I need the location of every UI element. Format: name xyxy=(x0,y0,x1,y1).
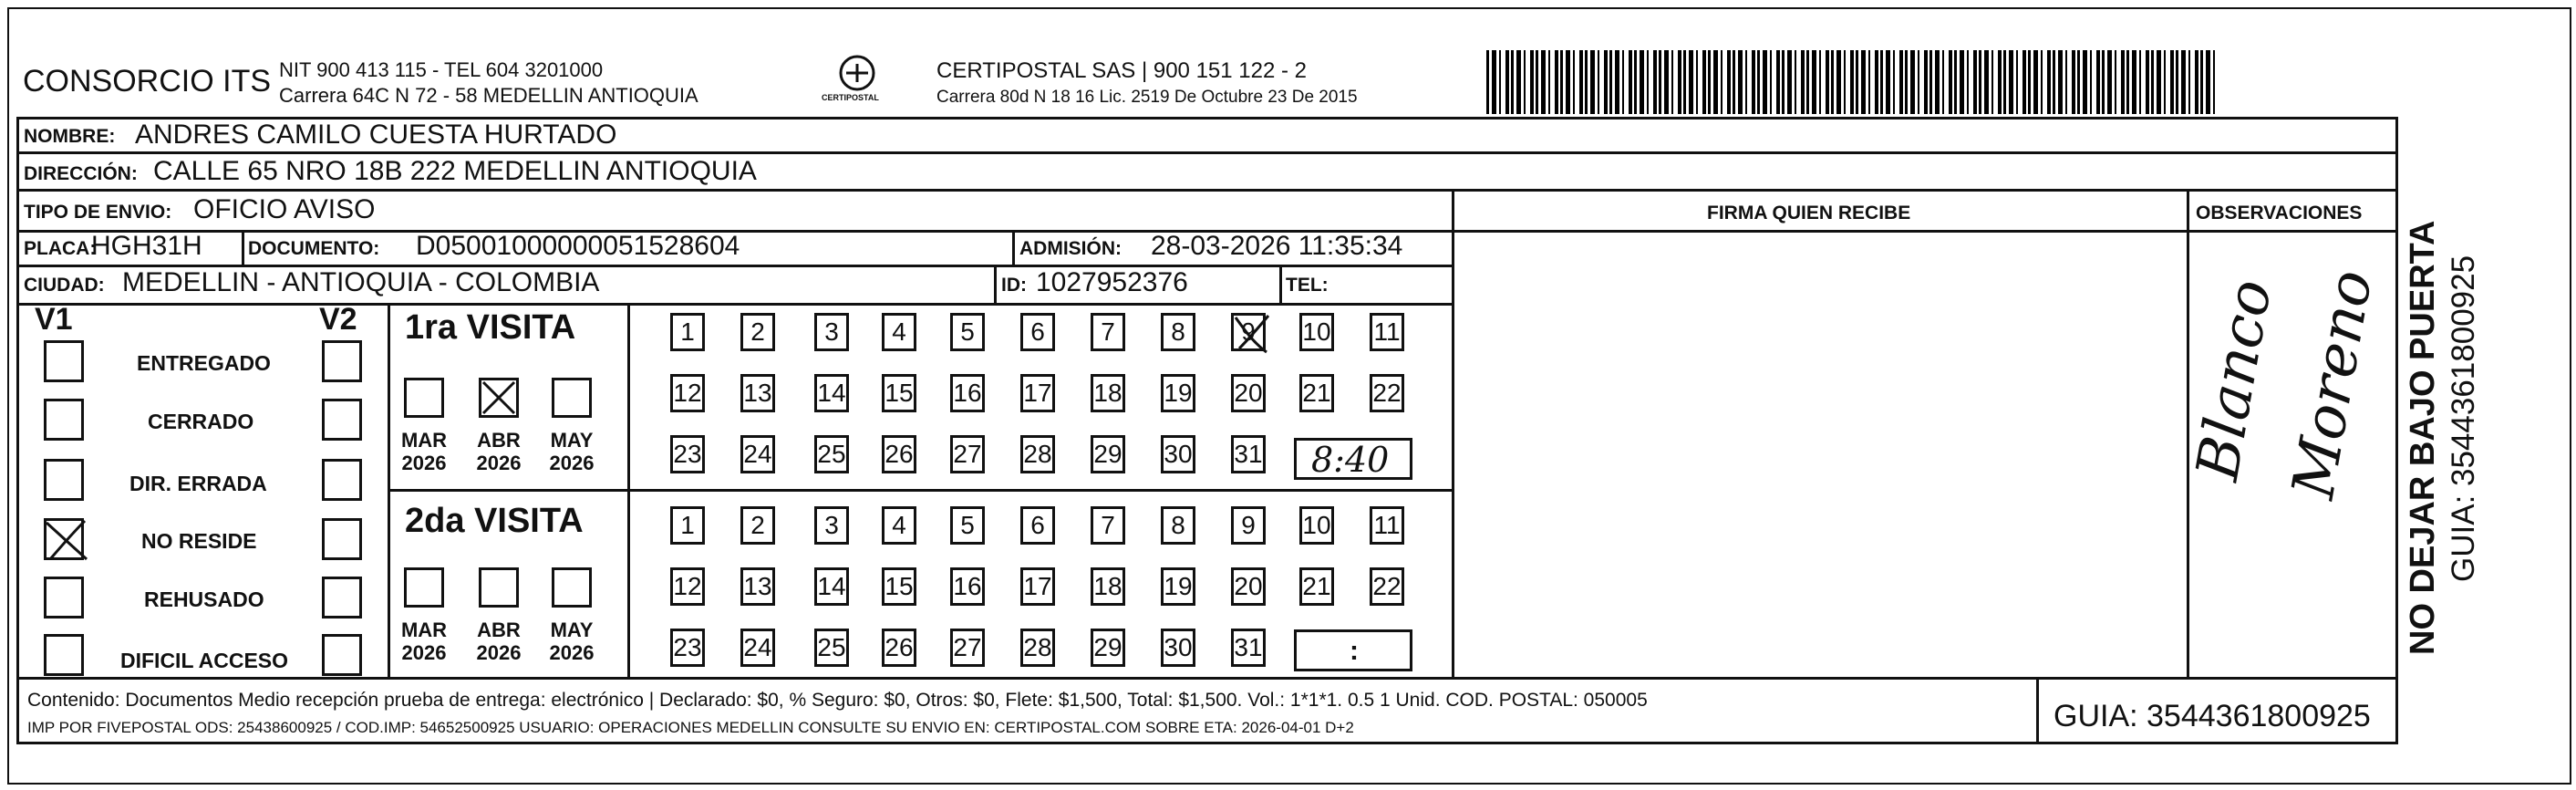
day-number: 3 xyxy=(824,317,839,346)
day-number: 30 xyxy=(1164,440,1193,468)
shipment-type: OFICIO AVISO xyxy=(193,194,376,224)
day-number: 2 xyxy=(750,317,765,346)
day-box[interactable] xyxy=(1231,506,1266,545)
day-number: 26 xyxy=(885,440,914,468)
admission-value: 28-03-2026 11:35:34 xyxy=(1151,231,1403,261)
day-number: 2 xyxy=(750,511,765,539)
day-number: 22 xyxy=(1372,572,1402,600)
day-box[interactable] xyxy=(670,567,705,606)
name-label: NOMBRE: xyxy=(24,126,116,147)
day-box[interactable] xyxy=(1231,567,1266,606)
company-address: Carrera 64C N 72 - 58 MEDELLIN ANTIOQUIA xyxy=(279,84,698,107)
carrier-name: CERTIPOSTAL SAS | 900 151 122 - 2 xyxy=(936,58,1307,83)
day-box[interactable] xyxy=(740,313,775,351)
company-nit: NIT 900 413 115 - TEL 604 3201000 xyxy=(279,58,604,81)
day-number: 11 xyxy=(1373,317,1401,346)
day-number: 29 xyxy=(1093,440,1122,468)
side-notice: NO DEJAR BAJO PUERTA xyxy=(2404,220,2442,655)
day-box[interactable] xyxy=(1231,374,1266,412)
day-box[interactable] xyxy=(882,567,916,606)
visit1-title: 1ra VISITA xyxy=(405,308,576,347)
day-box[interactable] xyxy=(1091,374,1125,412)
day-number: 14 xyxy=(817,379,846,407)
observation-handwriting-1: Blanco xyxy=(2184,275,2286,485)
day-number: 14 xyxy=(817,572,846,600)
day-box[interactable] xyxy=(1161,567,1195,606)
visit1-month-abr: ABR 2026 xyxy=(476,429,522,475)
v1-check-no-reside[interactable] xyxy=(44,518,84,560)
day-box[interactable] xyxy=(950,374,985,412)
visit2-month-mar: MAR 2026 xyxy=(400,618,448,665)
visit1-month-box-mar[interactable] xyxy=(404,378,444,418)
day-box[interactable] xyxy=(814,313,849,351)
day-number: 4 xyxy=(892,511,906,539)
day-box[interactable] xyxy=(950,313,985,351)
v1-check-rehusado[interactable] xyxy=(44,577,84,618)
day-number: 31 xyxy=(1234,440,1263,468)
visit1-month-box-abr[interactable] xyxy=(479,378,519,418)
v2-check-dir-errada[interactable] xyxy=(322,459,362,501)
recipient-address: CALLE 65 NRO 18B 222 MEDELLIN ANTIOQUIA xyxy=(153,156,757,186)
visit2-title: 2da VISITA xyxy=(405,502,584,540)
day-box[interactable] xyxy=(814,629,849,667)
day-box[interactable] xyxy=(1091,506,1125,545)
day-number: 17 xyxy=(1023,572,1052,600)
day-box[interactable] xyxy=(1091,313,1125,351)
day-box[interactable] xyxy=(670,506,705,545)
v2-header: V2 xyxy=(319,302,357,337)
day-number: 3 xyxy=(824,511,839,539)
day-box[interactable] xyxy=(814,435,849,473)
day-box[interactable] xyxy=(1299,506,1334,545)
day-number: 27 xyxy=(953,633,982,661)
status-no-reside: NO RESIDE xyxy=(141,529,257,553)
day-number: 5 xyxy=(960,317,975,346)
visit2-time-placeholder: : xyxy=(1350,636,1359,666)
day-box[interactable] xyxy=(1020,435,1055,473)
day-box[interactable] xyxy=(882,374,916,412)
day-box[interactable] xyxy=(1161,435,1195,473)
day-number: 31 xyxy=(1234,633,1263,661)
day-box[interactable] xyxy=(1161,629,1195,667)
day-number: 12 xyxy=(673,379,702,407)
handwritten-check-icon xyxy=(1232,312,1274,356)
day-number: 9 xyxy=(1241,511,1256,539)
day-box[interactable] xyxy=(670,374,705,412)
day-number: 11 xyxy=(1373,511,1401,539)
day-box[interactable] xyxy=(1231,435,1266,473)
day-box[interactable] xyxy=(1161,313,1195,351)
day-number: 6 xyxy=(1030,511,1045,539)
day-box[interactable] xyxy=(1161,374,1195,412)
day-box[interactable] xyxy=(1231,629,1266,667)
day-box[interactable] xyxy=(740,567,775,606)
plate-label: PLACA: xyxy=(24,238,97,259)
carrier-license: Carrera 80d N 18 16 Lic. 2519 De Octubre 23 De 2015 xyxy=(936,88,1358,107)
day-number: 8 xyxy=(1171,317,1185,346)
v2-check-rehusado[interactable] xyxy=(322,577,362,618)
footer-print-line: IMP POR FIVEPOSTAL ODS: 25438600925 / COD.IMP: 54652500925 USUARIO: OPERACIONES MEDELLIN CONSULTE SU ENVIO EN: CERTIPOSTAL.COM SOBRE ETA: 2026-04-01 D+2 xyxy=(27,719,1354,736)
handwritten-check-icon xyxy=(41,515,96,565)
day-box[interactable] xyxy=(1020,313,1055,351)
day-box[interactable] xyxy=(1299,313,1334,351)
day-box[interactable] xyxy=(740,435,775,473)
v1-header: V1 xyxy=(35,302,73,337)
visit2-month-may: MAY 2026 xyxy=(549,618,595,665)
city-value: MEDELLIN - ANTIOQUIA - COLOMBIA xyxy=(122,267,600,297)
document-label: DOCUMENTO: xyxy=(248,238,380,259)
day-box[interactable] xyxy=(950,506,985,545)
day-box[interactable] xyxy=(670,629,705,667)
day-number: 17 xyxy=(1023,379,1052,407)
day-box[interactable] xyxy=(740,374,775,412)
day-number: 1 xyxy=(680,511,695,539)
footer-content-line: Contenido: Documentos Medio recepción prueba de entrega: electrónico | Declarado: $0, % Seguro: $0, Otros: $0, Flete: $1,500, Total: $1,500. Vol.: 1*1*1. 0.5 1 Unid. COD. POSTAL: 050005 xyxy=(27,690,1648,711)
footer-guia: GUIA: 3544361800925 xyxy=(2054,699,2371,733)
company-name: CONSORCIO ITS xyxy=(23,64,272,99)
visit1-month-mar: MAR 2026 xyxy=(400,429,448,475)
day-number: 5 xyxy=(960,511,975,539)
day-number: 23 xyxy=(673,633,702,661)
visit2-month-box-abr[interactable] xyxy=(479,567,519,608)
visit1-month-box-may[interactable] xyxy=(552,378,592,418)
day-box[interactable] xyxy=(950,567,985,606)
visit1-time-handwritten: 8:40 xyxy=(1311,440,1390,480)
side-guia: GUIA: 3544361800925 xyxy=(2446,255,2481,582)
day-box[interactable] xyxy=(1370,313,1404,351)
visit1-time-box[interactable] xyxy=(1294,438,1412,480)
document-value: D05001000000051528604 xyxy=(416,231,740,261)
day-box[interactable] xyxy=(814,374,849,412)
day-box[interactable] xyxy=(1231,313,1266,351)
admission-label: ADMISIÓN: xyxy=(1019,238,1122,259)
address-label: DIRECCIÓN: xyxy=(24,163,138,184)
day-box[interactable] xyxy=(882,435,916,473)
signature-header: FIRMA QUIEN RECIBE xyxy=(1707,203,1911,223)
recipient-name: ANDRES CAMILO CUESTA HURTADO xyxy=(135,120,617,150)
day-number: 21 xyxy=(1302,572,1331,600)
day-box[interactable] xyxy=(1161,506,1195,545)
day-number: 10 xyxy=(1302,511,1331,539)
visit2-month-abr: ABR 2026 xyxy=(476,618,522,665)
day-number: 24 xyxy=(743,633,772,661)
day-number: 26 xyxy=(885,633,914,661)
day-number: 1 xyxy=(680,317,695,346)
v2-check-no-reside[interactable] xyxy=(322,518,362,560)
day-number: 18 xyxy=(1093,572,1122,600)
day-number: 15 xyxy=(885,572,914,600)
day-box[interactable] xyxy=(814,506,849,545)
day-number: 21 xyxy=(1302,379,1331,407)
day-box[interactable] xyxy=(740,506,775,545)
day-number: 24 xyxy=(743,440,772,468)
v2-check-entregado[interactable] xyxy=(322,340,362,382)
box-check-icon xyxy=(481,380,516,415)
status-dificil-acceso: DIFICIL ACCESO xyxy=(120,649,289,672)
day-number: 9 xyxy=(1241,317,1256,346)
day-box[interactable] xyxy=(740,629,775,667)
id-value: 1027952376 xyxy=(1036,267,1188,297)
tel-label: TEL: xyxy=(1286,275,1329,296)
visit1-month-may: MAY 2026 xyxy=(549,429,595,475)
day-number: 12 xyxy=(673,572,702,600)
day-box[interactable] xyxy=(1370,374,1404,412)
day-box[interactable] xyxy=(1091,629,1125,667)
day-box[interactable] xyxy=(1020,629,1055,667)
day-number: 4 xyxy=(892,317,906,346)
day-box[interactable] xyxy=(670,313,705,351)
day-number: 23 xyxy=(673,440,702,468)
day-number: 16 xyxy=(953,572,982,600)
day-box[interactable] xyxy=(882,313,916,351)
day-number: 10 xyxy=(1302,317,1331,346)
status-dir-errada: DIR. ERRADA xyxy=(129,472,267,495)
status-entregado: ENTREGADO xyxy=(137,351,271,375)
type-label: TIPO DE ENVIO: xyxy=(24,202,172,223)
v1-check-cerrado[interactable] xyxy=(44,399,84,441)
day-box[interactable] xyxy=(1091,435,1125,473)
status-cerrado: CERRADO xyxy=(148,410,254,433)
day-number: 19 xyxy=(1164,572,1193,600)
day-number: 7 xyxy=(1101,317,1115,346)
visit2-month-box-may[interactable] xyxy=(552,567,592,608)
day-box[interactable] xyxy=(1370,567,1404,606)
plate-value: HGH31H xyxy=(91,231,202,261)
observation-handwriting-2: Moreno xyxy=(2280,265,2386,504)
day-number: 28 xyxy=(1023,440,1052,468)
day-number: 18 xyxy=(1093,379,1122,407)
day-box[interactable] xyxy=(1020,506,1055,545)
day-number: 20 xyxy=(1234,379,1263,407)
day-number: 25 xyxy=(817,633,846,661)
day-box[interactable] xyxy=(1299,374,1334,412)
day-box[interactable] xyxy=(950,629,985,667)
logo-text: CERTIPOSTAL xyxy=(822,93,879,102)
day-box[interactable] xyxy=(1299,567,1334,606)
observations-header: OBSERVACIONES xyxy=(2196,203,2363,223)
city-label: CIUDAD: xyxy=(24,275,105,296)
day-number: 16 xyxy=(953,379,982,407)
day-number: 7 xyxy=(1101,511,1115,539)
v1-check-dir-errada[interactable] xyxy=(44,459,84,501)
v2-check-dificil-acceso[interactable] xyxy=(322,634,362,676)
day-number: 13 xyxy=(743,379,772,407)
day-number: 29 xyxy=(1093,633,1122,661)
visit2-month-box-mar[interactable] xyxy=(404,567,444,608)
day-number: 28 xyxy=(1023,633,1052,661)
day-number: 20 xyxy=(1234,572,1263,600)
barcode xyxy=(1486,50,2216,114)
day-number: 6 xyxy=(1030,317,1045,346)
day-number: 30 xyxy=(1164,633,1193,661)
day-box[interactable] xyxy=(670,435,705,473)
v2-check-cerrado[interactable] xyxy=(322,399,362,441)
day-box[interactable] xyxy=(882,506,916,545)
certipostal-logo xyxy=(816,53,898,108)
day-number: 8 xyxy=(1171,511,1185,539)
day-box[interactable] xyxy=(1370,506,1404,545)
day-number: 15 xyxy=(885,379,914,407)
day-box[interactable] xyxy=(950,435,985,473)
day-number: 13 xyxy=(743,572,772,600)
day-box[interactable] xyxy=(1091,567,1125,606)
day-number: 25 xyxy=(817,440,846,468)
v1-check-dificil-acceso[interactable] xyxy=(44,634,84,676)
day-box[interactable] xyxy=(1020,374,1055,412)
day-number: 27 xyxy=(953,440,982,468)
id-label: ID: xyxy=(1001,275,1027,296)
day-number: 22 xyxy=(1372,379,1402,407)
v1-check-entregado[interactable] xyxy=(44,340,84,382)
status-rehusado: REHUSADO xyxy=(144,587,264,611)
day-box[interactable] xyxy=(882,629,916,667)
day-box[interactable] xyxy=(814,567,849,606)
day-number: 19 xyxy=(1164,379,1193,407)
day-box[interactable] xyxy=(1020,567,1055,606)
visit2-time-box[interactable] xyxy=(1294,629,1412,671)
